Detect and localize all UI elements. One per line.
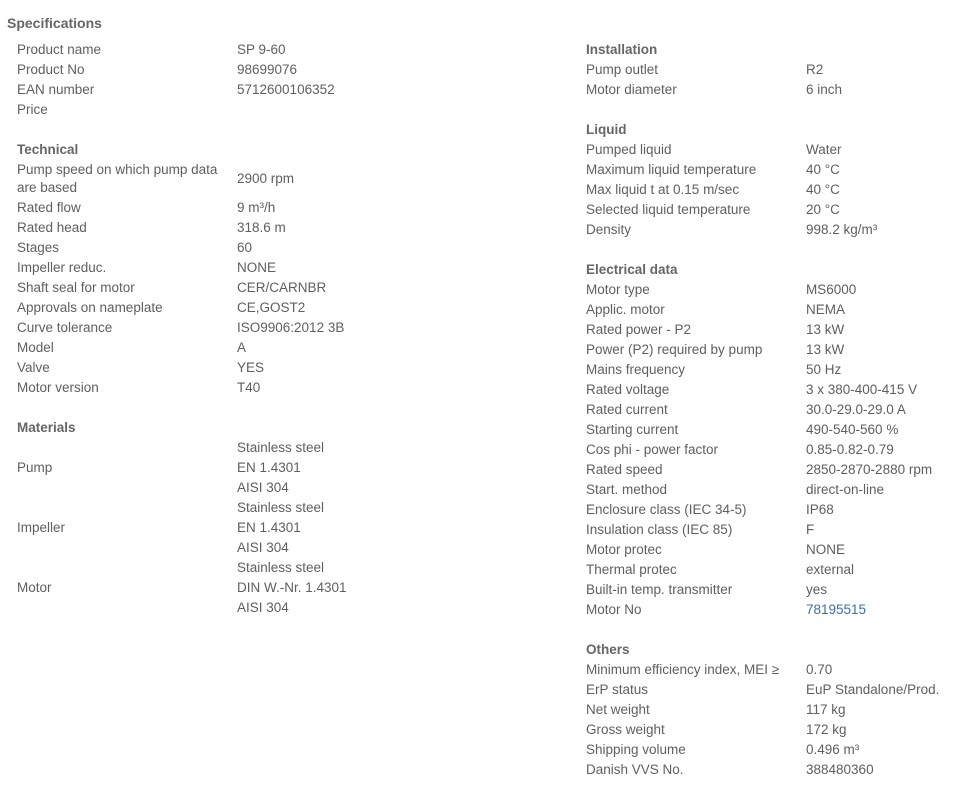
spec-label: Motor type xyxy=(586,282,650,297)
spec-row-cos-phi-power-factor xyxy=(586,440,956,460)
spec-value xyxy=(237,278,326,298)
spec-value-line: AISI 304 xyxy=(237,600,289,615)
spec-value-line: ISO9906:2012 3B xyxy=(237,320,345,335)
spec-value-line: F xyxy=(806,522,815,537)
spec-row-motor xyxy=(17,558,557,618)
spec-value xyxy=(237,238,252,258)
spec-label: Cos phi - power factor xyxy=(586,442,719,457)
spec-row-motor-no xyxy=(586,600,956,620)
spec-label: Model xyxy=(17,340,54,355)
spec-value xyxy=(237,298,305,318)
spec-row-mains-frequency xyxy=(586,360,956,380)
spec-value xyxy=(806,340,844,360)
spec-row-gross-weight xyxy=(586,720,956,740)
spec-label: Power (P2) required by pump xyxy=(586,342,763,357)
motor-no-link[interactable]: 78195515 xyxy=(806,602,867,617)
spec-value-line: EuP Standalone/Prod. xyxy=(806,682,940,697)
spec-value-line: CE,GOST2 xyxy=(237,300,306,315)
spec-row-shipping-volume xyxy=(586,740,956,760)
spec-label: Motor No xyxy=(586,602,642,617)
spec-label: Pump xyxy=(17,460,53,475)
spec-row-price xyxy=(17,100,557,120)
spec-row-curve-tolerance xyxy=(17,318,557,338)
section-title: Technical xyxy=(17,142,79,157)
spec-value-line: NEMA xyxy=(806,302,846,317)
spec-row-power-p2-required-by-pump xyxy=(586,340,956,360)
section-materials xyxy=(17,418,557,618)
spec-value-line: 172 kg xyxy=(806,722,847,737)
spec-value xyxy=(806,700,846,720)
spec-row-rated-power-p2 xyxy=(586,320,956,340)
spec-label: Selected liquid temperature xyxy=(586,202,751,217)
spec-value-line: 3 x 380-400-415 V xyxy=(806,382,918,397)
spec-row-impeller xyxy=(17,498,557,558)
spec-value-line: 40 °C xyxy=(806,162,840,177)
spec-row-rated-flow xyxy=(17,198,557,218)
spec-value-line: 2900 rpm xyxy=(237,171,295,186)
spec-label: Product No xyxy=(17,62,85,77)
spec-value-line: 30.0-29.0-29.0 A xyxy=(806,402,906,417)
spec-value xyxy=(806,560,854,580)
spec-value xyxy=(806,520,814,540)
spec-value-line: 6 inch xyxy=(806,82,843,97)
spec-value xyxy=(806,540,845,560)
spec-value xyxy=(237,378,260,398)
section-title: Liquid xyxy=(586,122,627,137)
spec-label: Pump speed on which pump data are based xyxy=(17,162,218,195)
spec-value-line: 490-540-560 % xyxy=(806,422,899,437)
spec-value xyxy=(237,318,344,338)
spec-value xyxy=(237,258,276,278)
spec-row-selected-liquid-temperature xyxy=(586,200,956,220)
section-technical xyxy=(17,140,557,398)
spec-label: Applic. motor xyxy=(586,302,665,317)
spec-value xyxy=(237,498,324,558)
spec-row-danish-vvs-no xyxy=(586,760,956,780)
spec-label: Curve tolerance xyxy=(17,320,113,335)
spec-value xyxy=(237,198,275,218)
spec-row-pump-speed-on-which-pump-data-are-based xyxy=(17,160,557,198)
spec-row-valve xyxy=(17,358,557,378)
spec-value xyxy=(806,60,823,80)
spec-row-applic-motor xyxy=(586,300,956,320)
spec-value xyxy=(806,600,866,620)
spec-row-stages xyxy=(17,238,557,258)
spec-value xyxy=(806,80,842,100)
spec-value-line: 0.70 xyxy=(806,662,833,677)
spec-value-line: Stainless steel xyxy=(237,500,325,515)
spec-row-rated-current xyxy=(586,400,956,420)
spec-label: Motor diameter xyxy=(586,82,677,97)
spec-row-thermal-protec xyxy=(586,560,956,580)
section-general xyxy=(17,40,557,120)
spec-value xyxy=(806,720,847,740)
spec-label: Motor protec xyxy=(586,542,662,557)
spec-label: Approvals on nameplate xyxy=(17,300,163,315)
spec-value-line: yes xyxy=(806,582,828,597)
spec-label: EAN number xyxy=(17,82,95,97)
spec-row-impeller-reduc xyxy=(17,258,557,278)
spec-value xyxy=(806,280,856,300)
spec-value-line: A xyxy=(237,340,247,355)
spec-value-line: 5712600106352 xyxy=(237,82,335,97)
spec-value xyxy=(806,320,844,340)
spec-value-line: AISI 304 xyxy=(237,480,289,495)
spec-value xyxy=(237,438,324,498)
spec-row-pump-outlet xyxy=(586,60,956,80)
spec-label: Net weight xyxy=(586,702,650,717)
spec-row-insulation-class-iec-85 xyxy=(586,520,956,540)
spec-value-line: 388480360 xyxy=(806,762,874,777)
section-liquid xyxy=(586,120,956,240)
spec-value-line: EN 1.4301 xyxy=(237,460,301,475)
spec-value xyxy=(806,500,834,520)
spec-value-line: 98699076 xyxy=(237,62,298,77)
spec-label: Enclosure class (IEC 34-5) xyxy=(586,502,747,517)
spec-value-line: 998.2 kg/m³ xyxy=(806,222,878,237)
spec-value xyxy=(237,40,286,60)
spec-value-line: 2850-2870-2880 rpm xyxy=(806,462,933,477)
spec-row-model xyxy=(17,338,557,358)
spec-label: Max liquid t at 0.15 m/sec xyxy=(586,182,740,197)
spec-row-starting-current xyxy=(586,420,956,440)
section-title: Electrical data xyxy=(586,262,678,277)
spec-label: Price xyxy=(17,102,48,117)
spec-row-rated-head xyxy=(17,218,557,238)
spec-label: Valve xyxy=(17,360,50,375)
spec-value-line: R2 xyxy=(806,62,824,77)
spec-label: Rated voltage xyxy=(586,382,670,397)
spec-label: Shaft seal for motor xyxy=(17,280,135,295)
spec-value xyxy=(806,140,842,160)
section-installation xyxy=(586,40,956,100)
spec-value xyxy=(806,740,859,760)
section-title: Others xyxy=(586,642,630,657)
spec-label: Motor xyxy=(17,580,52,595)
spec-row-motor-protec xyxy=(586,540,956,560)
spec-row-start-method xyxy=(586,480,956,500)
spec-value-line: SP 9-60 xyxy=(237,42,286,57)
spec-value xyxy=(806,680,939,700)
spec-value xyxy=(806,160,840,180)
spec-label: Insulation class (IEC 85) xyxy=(586,522,733,537)
page-title: Specifications xyxy=(7,15,102,31)
spec-value xyxy=(806,220,877,240)
spec-label: Maximum liquid temperature xyxy=(586,162,757,177)
spec-value-line: 13 kW xyxy=(806,322,845,337)
spec-value-line: MS6000 xyxy=(806,282,857,297)
spec-label: Rated current xyxy=(586,402,668,417)
spec-row-motor-version xyxy=(17,378,557,398)
spec-label: Density xyxy=(586,222,632,237)
spec-value xyxy=(806,440,894,460)
spec-row-pump xyxy=(17,438,557,498)
spec-label: Impeller xyxy=(17,520,66,535)
spec-value xyxy=(806,300,845,320)
spec-row-erp-status xyxy=(586,680,956,700)
spec-value xyxy=(806,380,917,400)
spec-row-maximum-liquid-temperature xyxy=(586,160,956,180)
spec-value xyxy=(237,358,264,378)
spec-value-line: 9 m³/h xyxy=(237,200,276,215)
spec-label: Rated power - P2 xyxy=(586,322,692,337)
spec-value xyxy=(806,400,906,420)
spec-label: Product name xyxy=(17,42,102,57)
spec-value-line: 13 kW xyxy=(806,342,845,357)
spec-row-product-name xyxy=(17,40,557,60)
spec-row-max-liquid-t-at-0-15-m-sec xyxy=(586,180,956,200)
spec-row-ean-number xyxy=(17,80,557,100)
section-others xyxy=(586,640,956,780)
spec-value xyxy=(806,580,827,600)
spec-value xyxy=(237,338,246,358)
spec-value-line: CER/CARNBR xyxy=(237,280,327,295)
spec-value-line: AISI 304 xyxy=(237,540,289,555)
spec-label: Shipping volume xyxy=(586,742,686,757)
spec-row-built-in-temp-transmitter xyxy=(586,580,956,600)
spec-value-line: T40 xyxy=(237,380,261,395)
spec-value-line: external xyxy=(806,562,855,577)
spec-label: ErP status xyxy=(586,682,649,697)
spec-value xyxy=(806,360,841,380)
right-spec-column xyxy=(586,40,956,780)
spec-value-line: Stainless steel xyxy=(237,440,325,455)
spec-value-line: Water xyxy=(806,142,842,157)
spec-value-line: 40 °C xyxy=(806,182,840,197)
spec-row-density xyxy=(586,220,956,240)
spec-label: Rated head xyxy=(17,220,87,235)
spec-label: Impeller reduc. xyxy=(17,260,107,275)
spec-row-rated-speed xyxy=(586,460,956,480)
spec-value-line: EN 1.4301 xyxy=(237,520,301,535)
spec-value-line: 117 kg xyxy=(806,702,846,717)
spec-value-line: 0.85-0.82-0.79 xyxy=(806,442,894,457)
spec-label: Minimum efficiency index, MEI ≥ xyxy=(586,662,780,677)
spec-value-line: direct-on-line xyxy=(806,482,885,497)
spec-value-line: 0.496 m³ xyxy=(806,742,860,757)
spec-value xyxy=(237,218,286,238)
spec-value xyxy=(806,660,832,680)
spec-label: Gross weight xyxy=(586,722,665,737)
spec-label: Thermal protec xyxy=(586,562,677,577)
spec-row-motor-diameter xyxy=(586,80,956,100)
spec-label: Rated flow xyxy=(17,200,81,215)
spec-row-product-no xyxy=(17,60,557,80)
spec-row-minimum-efficiency-index-mei xyxy=(586,660,956,680)
spec-value xyxy=(806,200,840,220)
spec-label: Motor version xyxy=(17,380,99,395)
spec-label: Start. method xyxy=(586,482,668,497)
spec-value xyxy=(237,558,347,618)
spec-value-line: DIN W.-Nr. 1.4301 xyxy=(237,580,347,595)
spec-row-approvals-on-nameplate xyxy=(17,298,557,318)
left-spec-column xyxy=(17,40,557,618)
spec-label: Stages xyxy=(17,240,60,255)
spec-value-line: NONE xyxy=(806,542,846,557)
spec-value-line: NONE xyxy=(237,260,277,275)
spec-value-line: YES xyxy=(237,360,265,375)
spec-value xyxy=(237,60,297,80)
section-electrical-data xyxy=(586,260,956,620)
section-title: Materials xyxy=(17,420,76,435)
spec-value xyxy=(806,760,874,780)
spec-row-enclosure-class-iec-34-5 xyxy=(586,500,956,520)
spec-label: Built-in temp. transmitter xyxy=(586,582,733,597)
spec-value-line: 50 Hz xyxy=(806,362,842,377)
spec-value-line: 60 xyxy=(237,240,253,255)
spec-value xyxy=(806,460,932,480)
spec-label: Starting current xyxy=(586,422,679,437)
spec-value-line: 318.6 m xyxy=(237,220,286,235)
spec-value xyxy=(806,480,884,500)
spec-row-pumped-liquid xyxy=(586,140,956,160)
spec-value-line: Stainless steel xyxy=(237,560,325,575)
spec-label: Pump outlet xyxy=(586,62,659,77)
spec-label: Rated speed xyxy=(586,462,663,477)
spec-row-net-weight xyxy=(586,700,956,720)
spec-row-rated-voltage xyxy=(586,380,956,400)
spec-value-line: 20 °C xyxy=(806,202,840,217)
spec-value xyxy=(806,420,898,440)
spec-row-motor-type xyxy=(586,280,956,300)
spec-row-shaft-seal-for-motor xyxy=(17,278,557,298)
spec-value xyxy=(237,160,294,198)
spec-value xyxy=(806,180,840,200)
spec-value xyxy=(237,80,335,100)
section-title: Installation xyxy=(586,42,658,57)
spec-value-line: IP68 xyxy=(806,502,834,517)
spec-label: Pumped liquid xyxy=(586,142,672,157)
spec-label: Mains frequency xyxy=(586,362,686,377)
spec-label: Danish VVS No. xyxy=(586,762,684,777)
